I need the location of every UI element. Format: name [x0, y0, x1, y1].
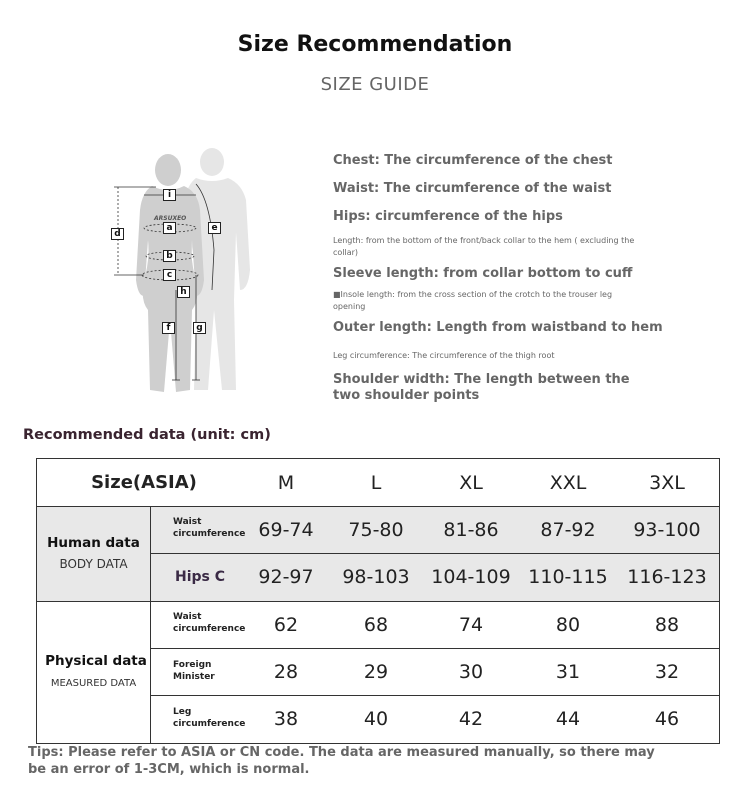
- table-cell: 30: [458, 660, 484, 683]
- table-row: [37, 506, 719, 553]
- def-waist: Waist: The circumference of the waist: [333, 181, 612, 196]
- def-shoulder: Shoulder width: The length between the two shoulder points: [333, 372, 630, 403]
- page-title: Size Recommendation: [237, 32, 513, 57]
- table-cell: 116-123: [627, 566, 707, 588]
- row-label: Waist circumference: [173, 612, 246, 634]
- table-row: [37, 695, 719, 743]
- table-cell: 40: [363, 708, 389, 730]
- label-a: a: [163, 222, 176, 234]
- table-cell: 69-74: [258, 518, 314, 541]
- size-col: XL: [459, 471, 483, 494]
- row-label: Leg circumference: [173, 707, 246, 729]
- table-cell: 28: [273, 660, 299, 683]
- table-row: [37, 648, 719, 695]
- def-outer: Outer length: Length from waistband to hem: [333, 320, 663, 335]
- def-length: Length: from the bottom of the front/back collar to the hem ( excluding the collar): [333, 236, 635, 257]
- label-d: d: [111, 228, 124, 240]
- table-cell: 32: [654, 660, 680, 683]
- label-e: e: [208, 222, 221, 234]
- table-cell: 44: [555, 708, 581, 730]
- label-f: f: [162, 322, 175, 334]
- def-hips: Hips: circumference of the hips: [333, 209, 563, 224]
- human-data-subtitle: BODY DATA: [59, 557, 128, 571]
- size-header: Size(ASIA): [91, 472, 197, 493]
- row-label: Hips C: [174, 569, 226, 585]
- label-c: c: [163, 269, 176, 281]
- table-cell: 38: [273, 708, 299, 730]
- row-label: Waist circumference: [173, 517, 246, 539]
- recommended-heading: Recommended data (unit: cm): [23, 427, 271, 443]
- table-cell: 98-103: [342, 566, 410, 588]
- def-leg: Leg circumference: The circumference of the thigh root: [333, 351, 555, 360]
- table-row: [37, 553, 719, 601]
- size-col: XXL: [549, 471, 587, 494]
- tips-note: Tips: Please refer to ASIA or CN code. The data are measured manually, so there may be an error of 1-3CM, which is normal.: [28, 745, 655, 777]
- table-cell: 92-97: [258, 566, 314, 588]
- label-b: b: [163, 250, 176, 262]
- table-cell: 104-109: [431, 566, 511, 588]
- label-i: i: [163, 189, 176, 201]
- table-cell: 75-80: [348, 518, 404, 541]
- human-data-title: Human data: [47, 535, 140, 551]
- table-cell: 29: [363, 660, 389, 683]
- def-sleeve: Sleeve length: from collar bottom to cuff: [333, 266, 633, 281]
- physical-data-title: Physical data: [45, 653, 147, 669]
- table-row: [37, 601, 719, 648]
- table-cell: 93-100: [633, 518, 701, 541]
- table-cell: 80: [555, 613, 581, 636]
- header-row: [37, 459, 719, 506]
- def-chest: Chest: The circumference of the chest: [333, 153, 613, 168]
- brand-logo-text: ARSUXEO: [154, 215, 187, 222]
- table-cell: 42: [458, 708, 484, 730]
- body-silhouette-icon: [100, 140, 330, 400]
- table-cell: 81-86: [443, 518, 499, 541]
- size-table: [36, 458, 720, 744]
- physical-data-subtitle: MEASURED DATA: [50, 678, 137, 689]
- size-col: 3XL: [649, 471, 685, 494]
- table-cell: 46: [654, 708, 680, 730]
- table-cell: 88: [654, 613, 680, 636]
- measurement-figure: [100, 140, 330, 400]
- size-col: M: [277, 471, 295, 494]
- label-g: g: [193, 322, 206, 334]
- table-cell: 31: [555, 660, 581, 683]
- row-label: Foreign Minister: [173, 660, 215, 682]
- table-cell: 62: [273, 613, 299, 636]
- page-subtitle: SIZE GUIDE: [320, 74, 430, 95]
- table-cell: 74: [458, 613, 484, 636]
- size-col: L: [370, 471, 382, 494]
- table-cell: 68: [363, 613, 389, 636]
- table-cell: 110-115: [528, 566, 608, 588]
- label-h: h: [177, 286, 190, 298]
- table-cell: 87-92: [540, 518, 596, 541]
- def-insole: ■Insole length: from the cross section of the crotch to the trouser leg opening: [333, 290, 613, 311]
